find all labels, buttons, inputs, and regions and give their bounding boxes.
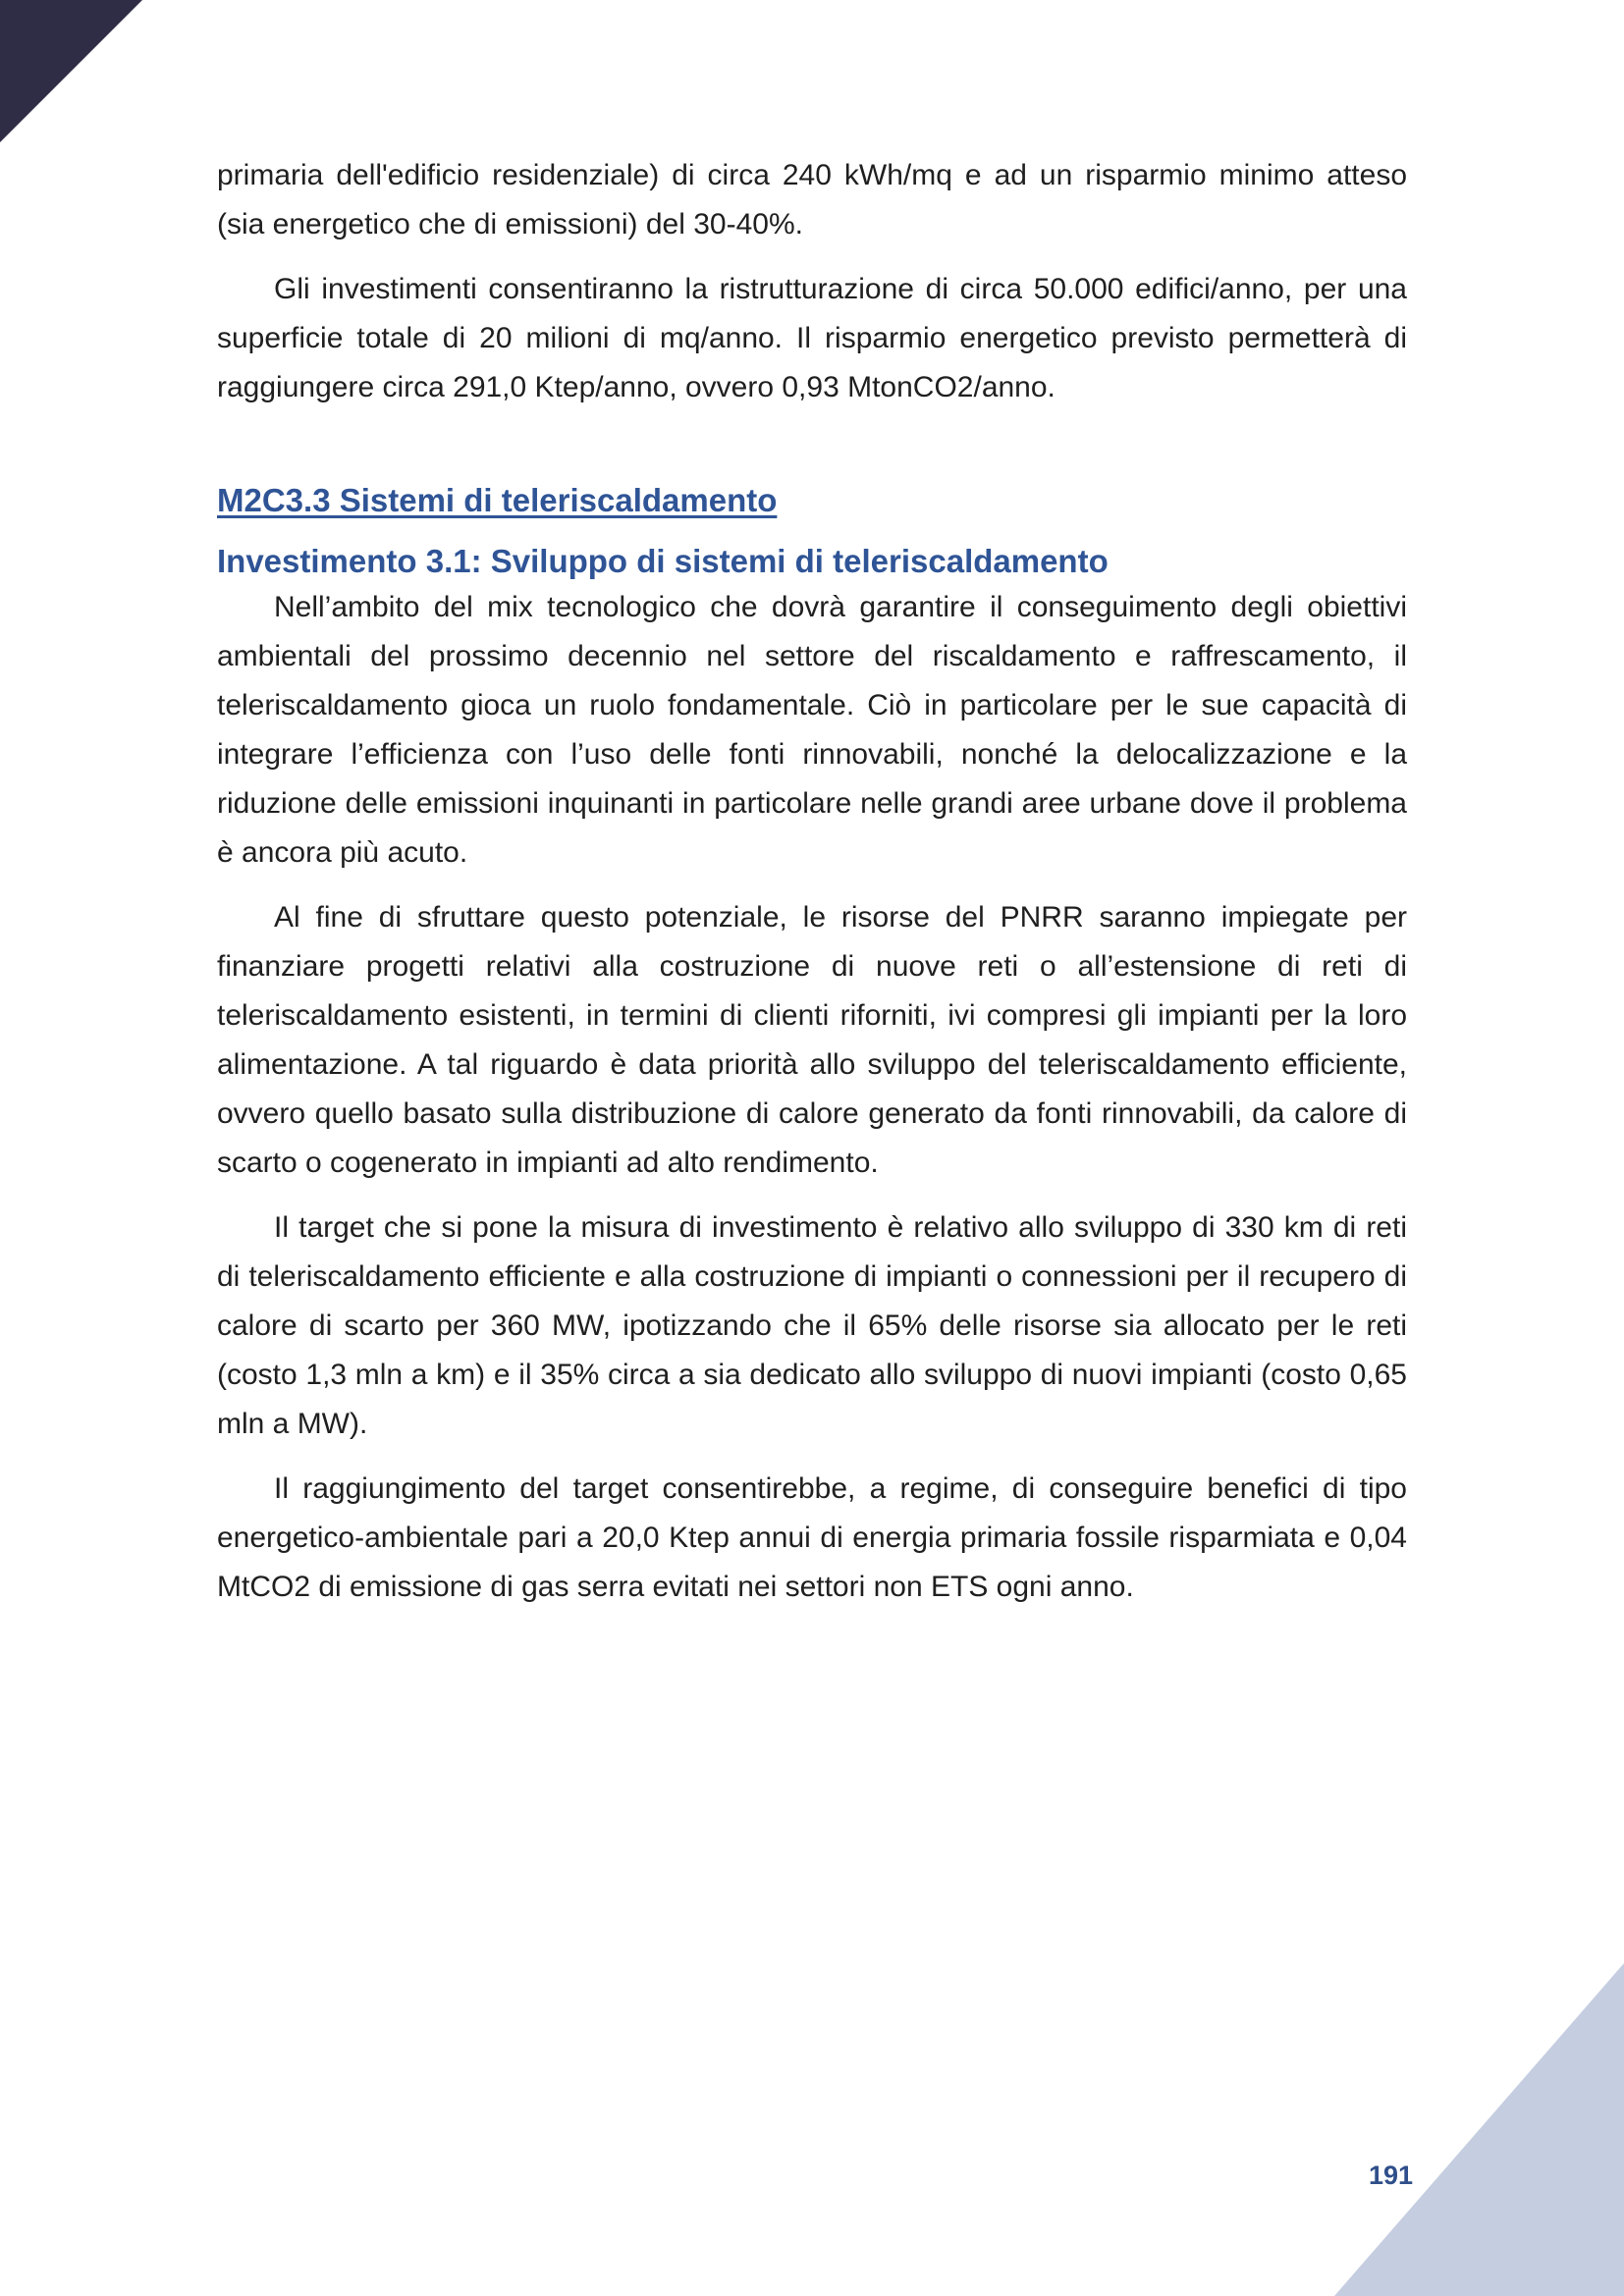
corner-decoration-top-left <box>0 0 142 142</box>
paragraph-target: Il target che si pone la misura di investimento è relativo allo sviluppo di 330 km di reti di teleriscaldamento efficiente e alla costruzione di impianti o connessioni per il recupero di calore di scarto per 360 MW, ipotizzando che il 65% delle risorse sia allocato per le reti (costo 1,3 mln a km) e il 35% circa a sia dedicato allo sviluppo di nuovi impianti (costo 0,65 mln a MW). <box>217 1211 1407 1440</box>
paragraph-pnrr-resources: Al fine di sfruttare questo potenziale, le risorse del PNRR saranno impiegate per finanziare progetti relativi alla costruzione di nuove reti o all’estensione di reti di teleriscaldamento esistenti, in termini di clienti riforniti, ivi compresi gli impianti per la loro alimentazione. A tal riguardo è data priorità allo sviluppo del teleriscaldamento efficiente, ovvero quello basato sulla distribuzione di calore generato da fonti rinnovabili, da calore di scarto o cogenerato in impianti ad alto rendimento. <box>217 901 1407 1179</box>
paragraph-continuation: primaria dell'edificio residenziale) di circa 240 kWh/mq e ad un risparmio minimo atteso (sia energetico che di emissioni) del 30-40%. <box>217 159 1407 240</box>
page-number: 191 <box>1369 2161 1414 2190</box>
investment-heading: Investimento 3.1: Sviluppo di sistemi di teleriscaldamento <box>217 543 1109 579</box>
paragraph-benefits: Il raggiungimento del target consentirebbe, a regime, di conseguire benefici di tipo energetico-ambientale pari a 20,0 Ktep annui di energia primaria fossile risparmiata e 0,04 MtCO2 di emissione di gas serra evitati nei settori non ETS ogni anno. <box>217 1472 1407 1603</box>
section-heading: M2C3.3 Sistemi di teleriscaldamento <box>217 482 778 518</box>
corner-decoration-bottom-right <box>1334 1963 1624 2296</box>
paragraph-tech-mix: Nell’ambito del mix tecnologico che dovrà garantire il conseguimento degli obiettivi ambientali del prossimo decennio nel settore del riscaldamento e raffrescamento, il teleriscaldamento gioca un ruolo fondamentale. Ciò in particolare per le sue capacità di integrare l’efficienza con l’uso delle fonti rinnovabili, nonché la delocalizzazione e la riduzione delle emissioni inquinanti in particolare nelle grandi aree urbane dove il problema è ancora più acuto. <box>217 591 1407 869</box>
paragraph-investments: Gli investimenti consentiranno la ristrutturazione di circa 50.000 edifici/anno, per una superficie totale di 20 milioni di mq/anno. Il risparmio energetico previsto permetterà di raggiungere circa 291,0 Ktep/anno, ovvero 0,93 MtonCO2/anno. <box>217 273 1407 403</box>
document-body <box>217 151 1407 1628</box>
